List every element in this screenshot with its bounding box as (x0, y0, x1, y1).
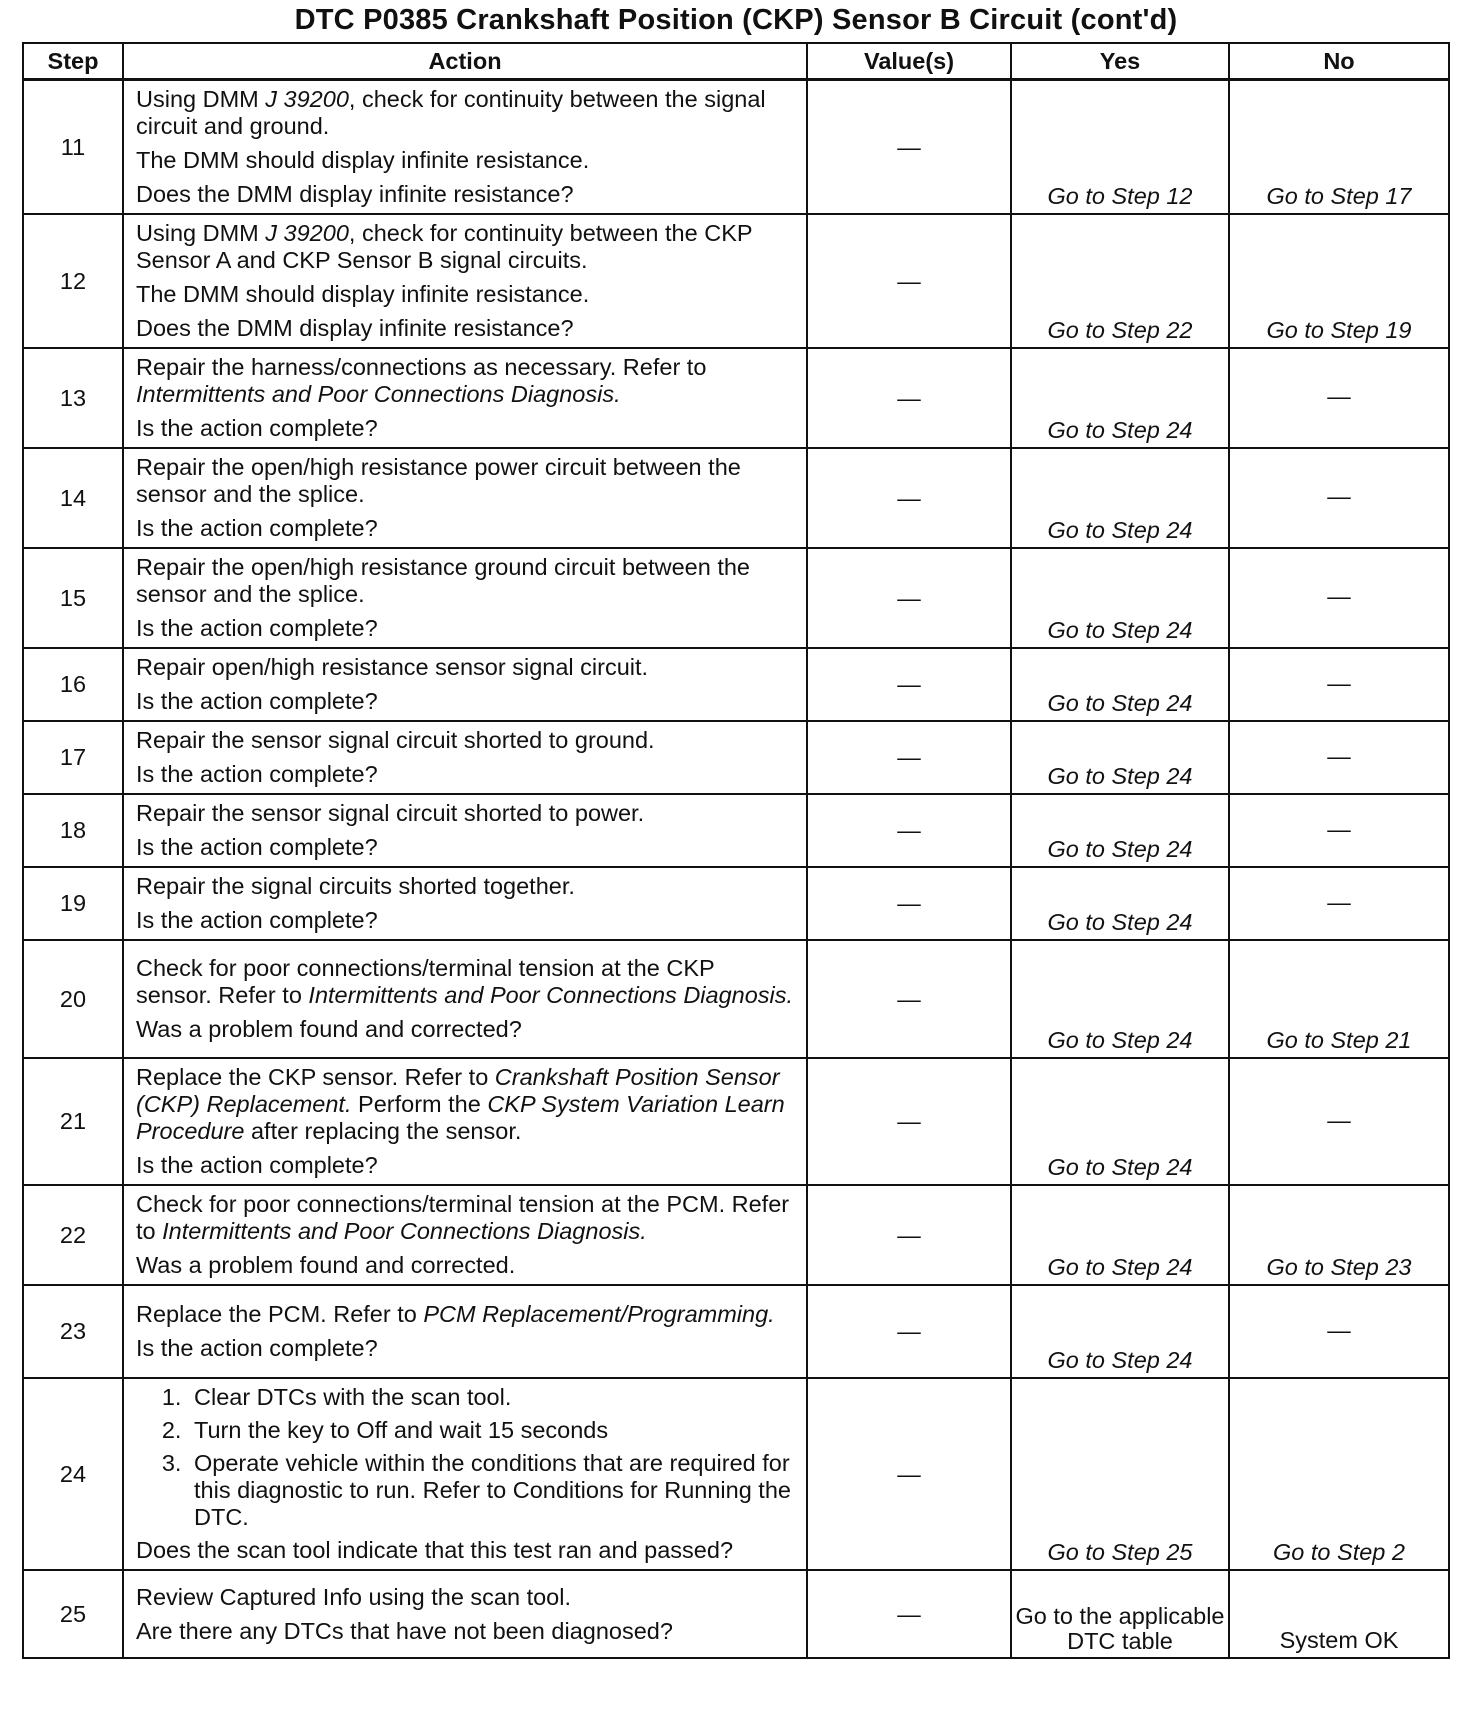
header-no: No (1229, 43, 1449, 80)
value-cell: — (807, 448, 1011, 548)
step-number: 23 (23, 1285, 123, 1378)
action-cell (123, 940, 807, 1058)
action-text: Check for poor connections/terminal tension at the PCM. Refer to Intermittents and Poor Connections Diagnosis. (136, 1191, 790, 1244)
value-cell: — (807, 1570, 1011, 1658)
yes-cell: Go to Step 24 (1011, 794, 1229, 867)
yes-cell: Go to Step 24 (1011, 721, 1229, 794)
value-cell: — (807, 348, 1011, 448)
step-number: 17 (23, 721, 123, 794)
action-question: Is the action complete? (136, 688, 378, 714)
step-number: 18 (23, 794, 123, 867)
action-cell (123, 448, 807, 548)
action-cell (123, 1285, 807, 1378)
step-number: 25 (23, 1570, 123, 1658)
action-text: The DMM should display infinite resistance. (136, 147, 590, 173)
action-question: Was a problem found and corrected? (136, 1016, 522, 1042)
no-cell: — (1229, 1285, 1449, 1378)
action-cell (123, 648, 807, 721)
yes-cell: Go to Step 12 (1011, 80, 1229, 215)
no-cell: Go to Step 17 (1229, 80, 1449, 215)
action-question: Does the DMM display infinite resistance? (136, 181, 574, 207)
action-question: Is the action complete? (136, 834, 378, 860)
table-header-row (23, 43, 1449, 80)
action-cell (123, 548, 807, 648)
action-question: Was a problem found and corrected. (136, 1252, 516, 1278)
action-text: Replace the CKP sensor. Refer to Crankshaft Position Sensor (CKP) Replacement. Perform the CKP System Variation Learn Procedure after replacing the sensor. (136, 1064, 785, 1144)
no-cell: — (1229, 794, 1449, 867)
yes-cell: Go to Step 24 (1011, 1185, 1229, 1285)
table-row (23, 80, 1449, 215)
yes-cell: Go to the applicable DTC table (1011, 1570, 1229, 1658)
value-cell: — (807, 648, 1011, 721)
value-cell: — (807, 721, 1011, 794)
action-cell (123, 214, 807, 348)
yes-cell: Go to Step 24 (1011, 348, 1229, 448)
step-number: 12 (23, 214, 123, 348)
step-number: 24 (23, 1378, 123, 1570)
value-cell: — (807, 80, 1011, 215)
value-cell: — (807, 1058, 1011, 1185)
step-number: 13 (23, 348, 123, 448)
no-cell: — (1229, 648, 1449, 721)
table-row (23, 1185, 1449, 1285)
action-question: Is the action complete? (136, 1152, 378, 1178)
table-row (23, 721, 1449, 794)
no-cell: Go to Step 21 (1229, 940, 1449, 1058)
no-cell: System OK (1229, 1570, 1449, 1658)
page-title: DTC P0385 Crankshaft Position (CKP) Sensor B Circuit (cont'd) (294, 4, 1178, 36)
no-cell: — (1229, 348, 1449, 448)
action-text: Repair the sensor signal circuit shorted to power. (136, 800, 645, 826)
table-row (23, 1058, 1449, 1185)
no-cell: — (1229, 548, 1449, 648)
table-row (23, 214, 1449, 348)
no-cell: Go to Step 23 (1229, 1185, 1449, 1285)
action-text: Using DMM J 39200, check for continuity between the signal circuit and ground. (136, 86, 766, 139)
table-row (23, 448, 1449, 548)
list-item: 1. Clear DTCs with the scan tool. (188, 1384, 796, 1411)
table-row (23, 1570, 1449, 1658)
procedure-list (136, 1384, 796, 1531)
action-text: Repair open/high resistance sensor signal circuit. (136, 654, 649, 680)
action-text: The DMM should display infinite resistance. (136, 281, 590, 307)
table-row (23, 1285, 1449, 1378)
yes-cell: Go to Step 24 (1011, 548, 1229, 648)
action-question: Is the action complete? (136, 515, 378, 541)
table-row (23, 648, 1449, 721)
step-number: 21 (23, 1058, 123, 1185)
action-question: Does the scan tool indicate that this test ran and passed? (136, 1537, 734, 1563)
action-cell (123, 80, 807, 215)
value-cell: — (807, 1185, 1011, 1285)
step-number: 11 (23, 80, 123, 215)
list-item: 3. Operate vehicle within the conditions that are required for this diagnostic to run. Refer to Conditions for Running the DTC. (188, 1450, 796, 1531)
yes-cell: Go to Step 24 (1011, 940, 1229, 1058)
header-step: Step (23, 43, 123, 80)
action-text: Check for poor connections/terminal tension at the CKP sensor. Refer to Intermittents and Poor Connections Diagnosis. (136, 955, 794, 1008)
action-question: Is the action complete? (136, 415, 378, 441)
step-number: 19 (23, 867, 123, 940)
table-row (23, 1378, 1449, 1570)
value-cell: — (807, 214, 1011, 348)
yes-cell: Go to Step 24 (1011, 1285, 1229, 1378)
action-cell (123, 1185, 807, 1285)
action-question: Does the DMM display infinite resistance? (136, 315, 574, 341)
no-cell: — (1229, 448, 1449, 548)
yes-cell: Go to Step 24 (1011, 867, 1229, 940)
no-cell: — (1229, 721, 1449, 794)
header-action: Action (123, 43, 807, 80)
step-number: 14 (23, 448, 123, 548)
action-cell (123, 1058, 807, 1185)
action-cell (123, 348, 807, 448)
table-row (23, 794, 1449, 867)
action-cell (123, 867, 807, 940)
action-question: Is the action complete? (136, 907, 378, 933)
yes-cell: Go to Step 25 (1011, 1378, 1229, 1570)
step-number: 16 (23, 648, 123, 721)
header-value: Value(s) (807, 43, 1011, 80)
action-cell (123, 1570, 807, 1658)
action-text: Repair the open/high resistance ground circuit between the sensor and the splice. (136, 554, 750, 607)
action-text: Using DMM J 39200, check for continuity between the CKP Sensor A and CKP Sensor B signal circuits. (136, 220, 753, 273)
yes-cell: Go to Step 24 (1011, 448, 1229, 548)
action-question: Is the action complete? (136, 1335, 378, 1361)
yes-cell: Go to Step 24 (1011, 648, 1229, 721)
action-text: Replace the PCM. Refer to PCM Replacement/Programming. (136, 1301, 775, 1327)
value-cell: — (807, 1285, 1011, 1378)
table-row (23, 940, 1449, 1058)
action-question: Is the action complete? (136, 761, 378, 787)
diagnostic-table (22, 42, 1450, 1659)
value-cell: — (807, 1378, 1011, 1570)
list-item: 2. Turn the key to Off and wait 15 seconds (188, 1417, 796, 1444)
action-question: Are there any DTCs that have not been diagnosed? (136, 1617, 673, 1644)
action-text: Repair the sensor signal circuit shorted to ground. (136, 727, 655, 753)
table-row (23, 867, 1449, 940)
no-cell: Go to Step 2 (1229, 1378, 1449, 1570)
step-number: 20 (23, 940, 123, 1058)
no-cell: — (1229, 1058, 1449, 1185)
action-cell (123, 1378, 807, 1570)
table-row (23, 548, 1449, 648)
action-cell (123, 794, 807, 867)
no-cell: Go to Step 19 (1229, 214, 1449, 348)
value-cell: — (807, 940, 1011, 1058)
action-text: Repair the open/high resistance power circuit between the sensor and the splice. (136, 454, 741, 507)
step-number: 22 (23, 1185, 123, 1285)
step-number: 15 (23, 548, 123, 648)
table-row (23, 348, 1449, 448)
action-cell (123, 721, 807, 794)
yes-cell: Go to Step 24 (1011, 1058, 1229, 1185)
action-text: Review Captured Info using the scan tool. (136, 1583, 572, 1610)
no-cell: — (1229, 867, 1449, 940)
header-yes: Yes (1011, 43, 1229, 80)
value-cell: — (807, 548, 1011, 648)
action-text: Repair the harness/connections as necessary. Refer to Intermittents and Poor Connections Diagnosis. (136, 354, 707, 407)
yes-cell: Go to Step 22 (1011, 214, 1229, 348)
action-question: Is the action complete? (136, 615, 378, 641)
value-cell: — (807, 794, 1011, 867)
value-cell: — (807, 867, 1011, 940)
action-text: Repair the signal circuits shorted together. (136, 873, 575, 899)
